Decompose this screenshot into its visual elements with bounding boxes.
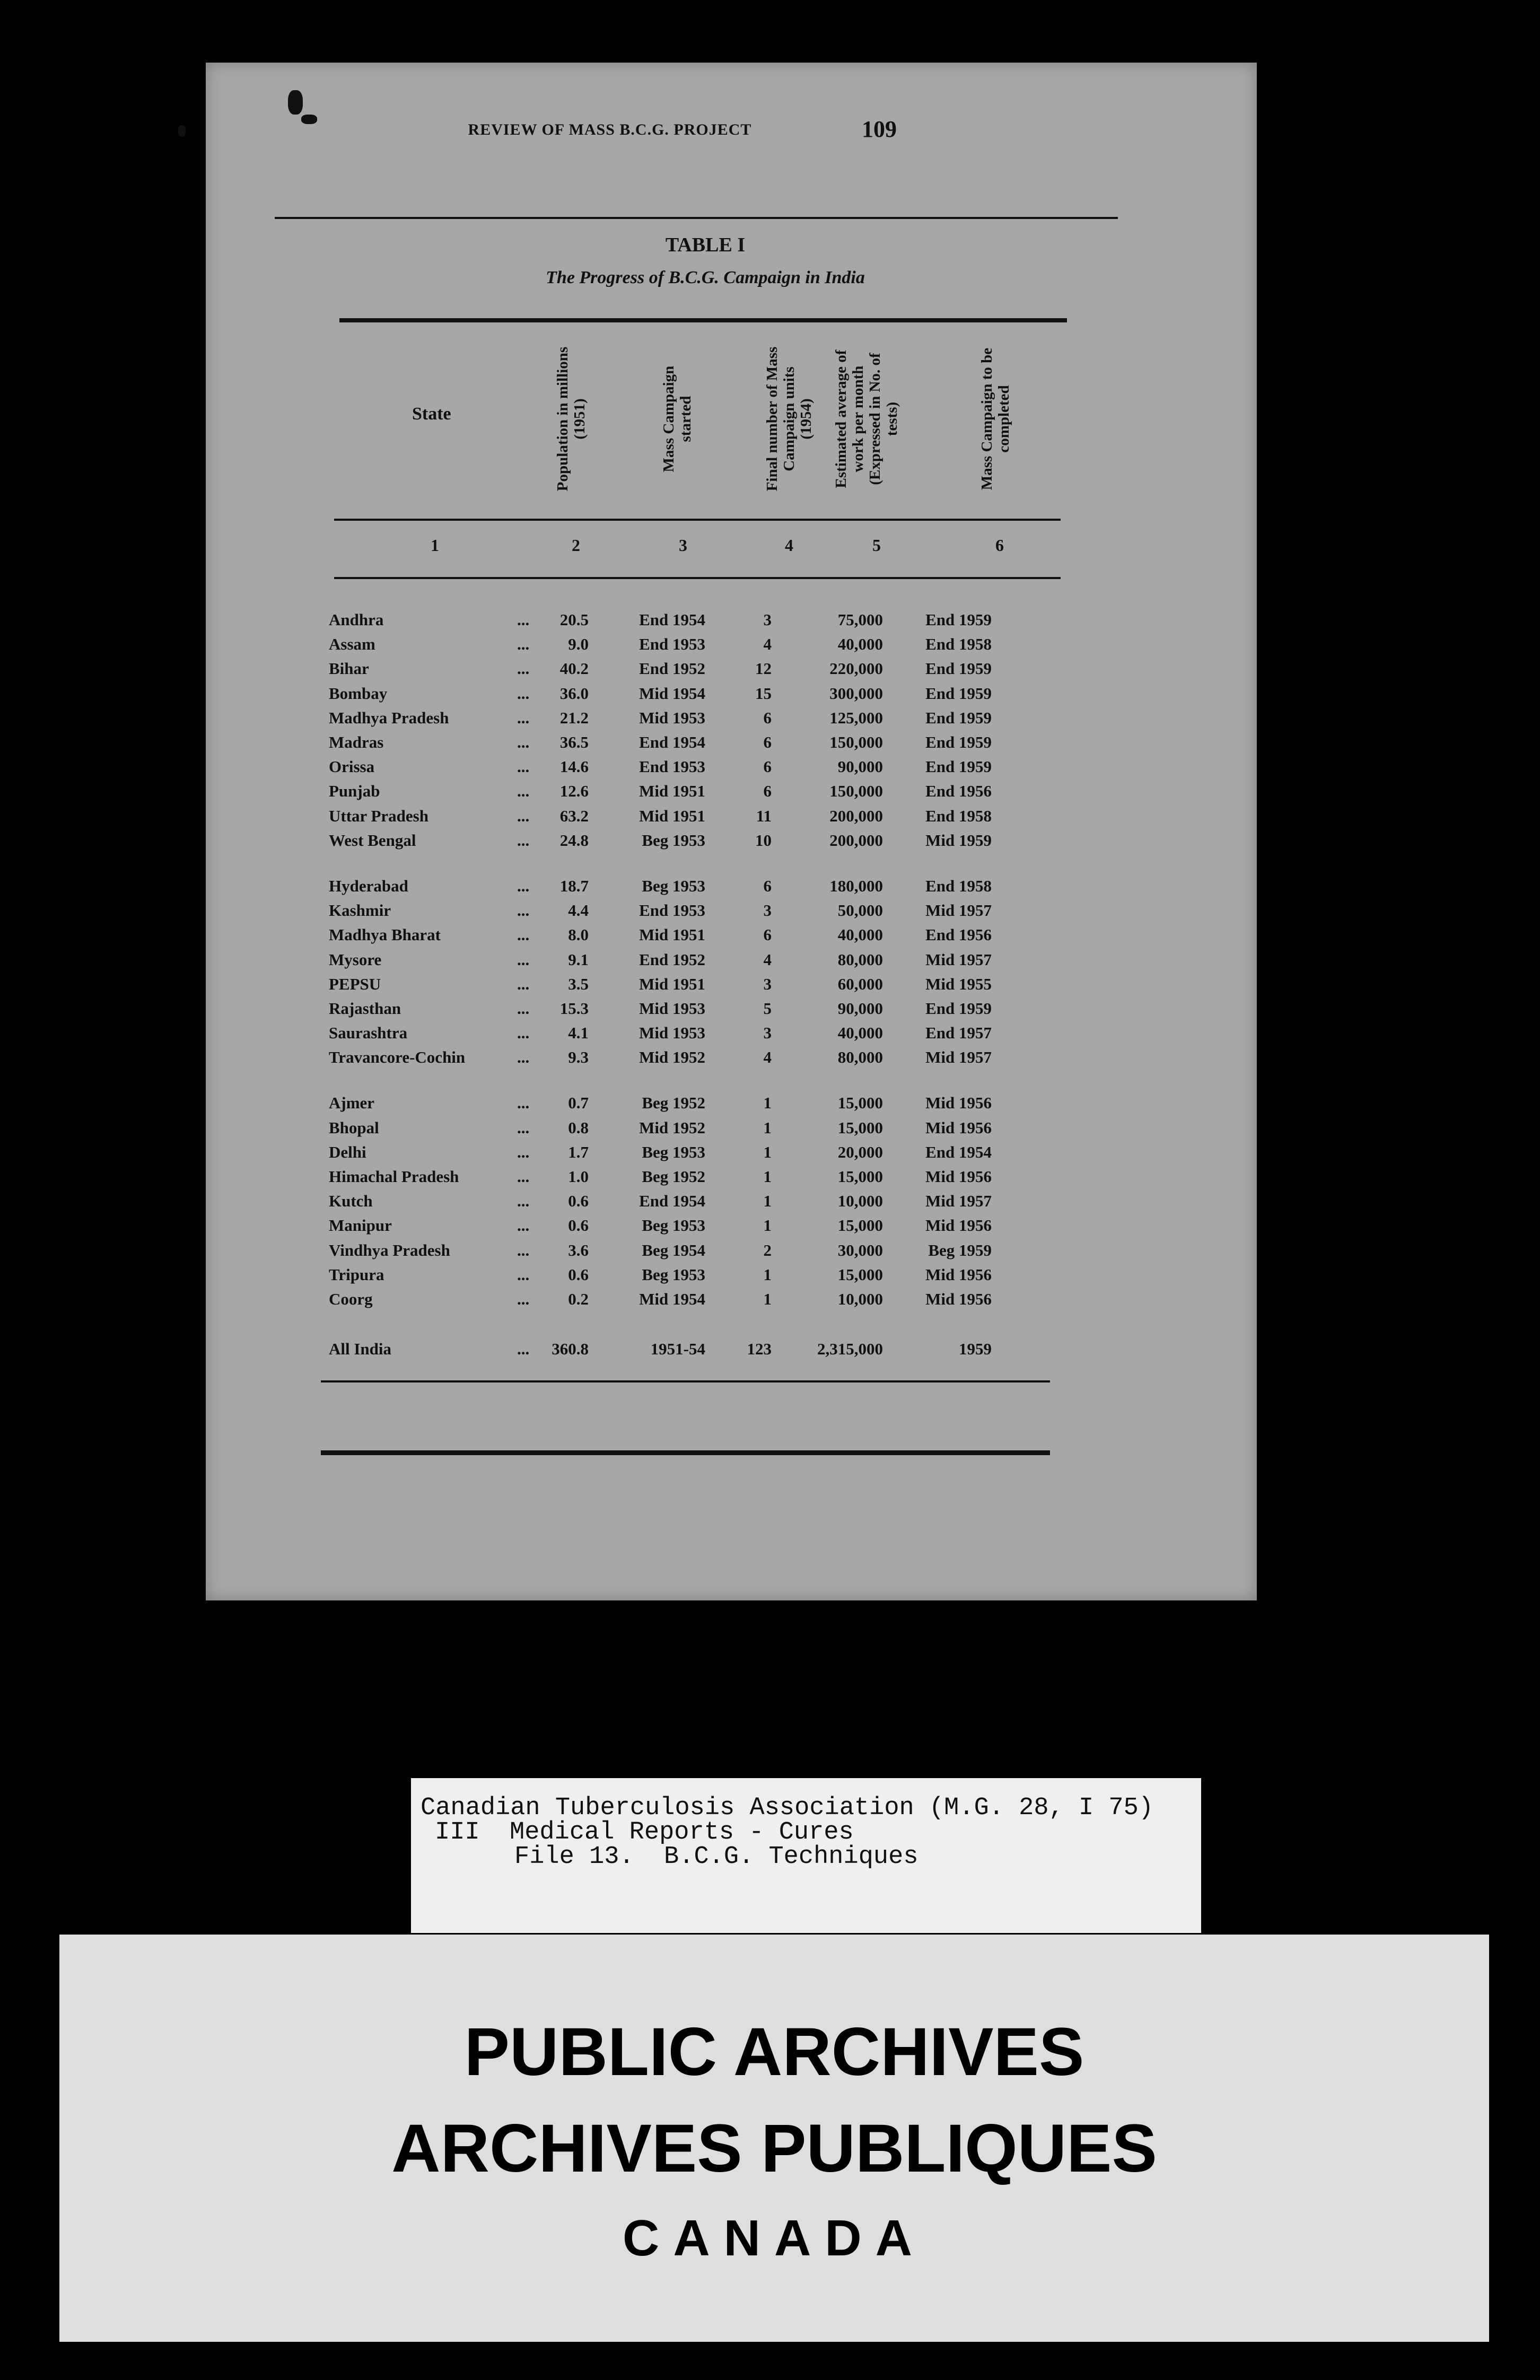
work-per-month-cell: 15,000 — [837, 1093, 883, 1113]
page-number: 109 — [862, 116, 897, 142]
table-title: TABLE I — [665, 234, 746, 256]
group-spacer-cell — [329, 1070, 992, 1091]
campaign-start-cell: End 1953 — [639, 757, 705, 776]
completion-cell: Mid 1957 — [925, 901, 992, 920]
units-cell: 6 — [763, 925, 772, 944]
leader-dots: ... — [517, 782, 530, 801]
column-number: 6 — [995, 536, 1004, 555]
population-cell: 0.7 — [568, 1093, 589, 1113]
state-cell: Himachal Pradesh — [329, 1167, 459, 1186]
campaign-start-cell: Mid 1952 — [639, 1118, 705, 1137]
leader-dots: ... — [517, 684, 530, 703]
units-cell: 1 — [763, 1093, 772, 1113]
population-cell: 14.6 — [559, 757, 589, 776]
leader-dots: ... — [517, 830, 530, 850]
population-cell: 3.5 — [568, 974, 589, 993]
table-row — [329, 828, 992, 853]
table-row — [329, 804, 992, 828]
table-row — [329, 706, 992, 730]
completion-cell: End 1959 — [925, 659, 992, 678]
population-cell: 15.3 — [559, 999, 589, 1018]
group-spacer — [329, 1311, 992, 1333]
units-cell: 2 — [763, 1240, 772, 1259]
state-cell: Vindhya Pradesh — [329, 1240, 450, 1259]
table-row — [329, 730, 992, 755]
table-row — [329, 779, 992, 803]
campaign-start-cell: End 1952 — [639, 950, 705, 969]
campaign-start-cell: Mid 1951 — [639, 806, 705, 825]
campaign-start-cell: Mid 1952 — [639, 1048, 705, 1067]
leader-dots: ... — [517, 1093, 530, 1113]
archives-title-fr: ARCHIVES PUBLIQUES — [391, 2111, 1157, 2186]
completion-cell: Mid 1955 — [925, 974, 992, 993]
population-cell: 9.3 — [568, 1048, 589, 1067]
table-row — [329, 898, 992, 923]
table-row — [329, 947, 992, 972]
leader-dots: ... — [517, 1216, 530, 1235]
units-cell: 1 — [763, 1192, 772, 1211]
state-cell: Bombay — [329, 684, 388, 703]
work-per-month-cell: 40,000 — [837, 925, 883, 944]
campaign-start-cell: Mid 1954 — [639, 1289, 705, 1308]
state-cell: Bhopal — [329, 1118, 379, 1137]
header-completed: Mass Campaign to be completed — [978, 347, 1012, 491]
campaign-start-cell: Mid 1953 — [639, 999, 705, 1018]
leader-dots: ... — [517, 635, 530, 654]
state-cell: Orissa — [329, 757, 375, 776]
table-row — [329, 1213, 992, 1238]
campaign-start-cell: End 1954 — [639, 733, 705, 752]
head-rule — [275, 217, 1118, 219]
completion-cell: End 1958 — [925, 876, 992, 895]
units-cell: 1 — [763, 1167, 772, 1186]
state-cell: West Bengal — [329, 830, 416, 850]
population-cell: 0.8 — [568, 1118, 589, 1137]
table-row — [329, 1140, 992, 1165]
column-number: 2 — [572, 536, 580, 555]
state-cell: Madras — [329, 733, 384, 752]
campaign-start-cell: End 1954 — [639, 1192, 705, 1211]
column-number: 1 — [431, 536, 439, 555]
population-cell: 0.6 — [568, 1192, 589, 1211]
label-line: Canadian Tuberculosis Association (M.G. 28, I 75) — [421, 1794, 1154, 1822]
table-row — [329, 1091, 992, 1115]
work-per-month-cell: 150,000 — [829, 733, 883, 752]
population-cell: 63.2 — [559, 806, 589, 825]
leader-dots: ... — [517, 1240, 530, 1259]
campaign-start-cell: Beg 1953 — [642, 1142, 705, 1161]
units-cell: 5 — [763, 999, 772, 1018]
work-per-month-cell: 60,000 — [837, 974, 883, 993]
completion-cell: Mid 1956 — [925, 1216, 992, 1235]
state-cell: Rajasthan — [329, 999, 401, 1018]
table-row — [329, 1045, 992, 1070]
group-spacer — [329, 1070, 992, 1091]
units-cell: 3 — [763, 1023, 772, 1043]
leader-dots: ... — [517, 1023, 530, 1043]
table-row — [329, 681, 992, 706]
completion-cell: End 1959 — [925, 610, 992, 629]
table-row — [329, 996, 992, 1021]
work-per-month-cell: 300,000 — [829, 684, 883, 703]
leader-dots: ... — [517, 757, 530, 776]
page-mark — [288, 90, 303, 115]
header-population: Population in millions (1951) — [554, 346, 588, 492]
completion-cell: Beg 1959 — [928, 1240, 992, 1259]
leader-dots: ... — [517, 806, 530, 825]
table-row — [329, 874, 992, 898]
work-per-month-cell: 150,000 — [829, 782, 883, 801]
campaign-start-cell: End 1952 — [639, 659, 705, 678]
campaign-start-cell: Beg 1953 — [642, 830, 705, 850]
completion-cell: End 1956 — [925, 782, 992, 801]
table-row — [329, 1238, 992, 1263]
units-cell: 6 — [763, 757, 772, 776]
leader-dots: ... — [517, 1142, 530, 1161]
campaign-start-cell: Mid 1951 — [639, 925, 705, 944]
completion-cell: Mid 1959 — [925, 830, 992, 850]
page-mark — [301, 115, 317, 124]
leader-dots: ... — [517, 999, 530, 1018]
campaign-start-cell: Beg 1952 — [642, 1167, 705, 1186]
completion-cell: Mid 1956 — [925, 1093, 992, 1113]
units-cell: 4 — [763, 635, 772, 654]
work-per-month-cell: 30,000 — [837, 1240, 883, 1259]
work-per-month-cell: 40,000 — [837, 635, 883, 654]
table-top-rule — [339, 318, 1067, 322]
population-cell: 1.0 — [568, 1167, 589, 1186]
table-row — [329, 1021, 992, 1045]
header-campaign-started: Mass Campaign started — [660, 365, 694, 472]
completion-cell: 1959 — [959, 1340, 992, 1359]
work-per-month-cell: 15,000 — [837, 1167, 883, 1186]
work-per-month-cell: 80,000 — [837, 1048, 883, 1067]
state-cell: Bihar — [329, 659, 369, 678]
work-per-month-cell: 2,315,000 — [817, 1340, 883, 1359]
leader-dots: ... — [517, 1340, 530, 1359]
table-row — [329, 755, 992, 779]
state-cell: Andhra — [329, 610, 384, 629]
work-per-month-cell: 15,000 — [837, 1216, 883, 1235]
state-cell: Tripura — [329, 1265, 384, 1284]
units-cell: 6 — [763, 733, 772, 752]
population-cell: 18.7 — [559, 876, 589, 895]
campaign-start-cell: Beg 1952 — [642, 1093, 705, 1113]
state-cell: Madhya Pradesh — [329, 708, 449, 727]
completion-cell: End 1958 — [925, 806, 992, 825]
campaign-start-cell: Beg 1953 — [642, 1265, 705, 1284]
header-state: State — [412, 404, 451, 424]
work-per-month-cell: 75,000 — [837, 610, 883, 629]
work-per-month-cell: 125,000 — [829, 708, 883, 727]
campaign-start-cell: End 1954 — [639, 610, 705, 629]
population-cell: 0.6 — [568, 1265, 589, 1284]
state-cell: Delhi — [329, 1142, 366, 1161]
work-per-month-cell: 200,000 — [829, 806, 883, 825]
population-cell: 24.8 — [559, 830, 589, 850]
leader-dots: ... — [517, 659, 530, 678]
completion-cell: Mid 1956 — [925, 1118, 992, 1137]
work-per-month-cell: 80,000 — [837, 950, 883, 969]
page-mark — [178, 125, 186, 137]
population-cell: 4.4 — [568, 901, 589, 920]
header-rule — [334, 519, 1061, 521]
population-cell: 4.1 — [568, 1023, 589, 1043]
state-cell: Punjab — [329, 782, 380, 801]
units-cell: 1 — [763, 1118, 772, 1137]
group-spacer-cell — [329, 1311, 992, 1333]
units-cell: 12 — [755, 659, 772, 678]
population-cell: 9.0 — [568, 635, 589, 654]
column-number: 3 — [679, 536, 687, 555]
completion-cell: End 1958 — [925, 635, 992, 654]
units-cell: 11 — [756, 806, 772, 825]
population-cell: 20.5 — [559, 610, 589, 629]
state-cell: Kutch — [329, 1192, 373, 1211]
state-cell: Saurashtra — [329, 1023, 408, 1043]
completion-cell: Mid 1956 — [925, 1265, 992, 1284]
campaign-start-cell: Beg 1954 — [642, 1240, 705, 1259]
units-cell: 1 — [763, 1216, 772, 1235]
leader-dots: ... — [517, 876, 530, 895]
units-cell: 3 — [763, 610, 772, 629]
state-cell: Assam — [329, 635, 375, 654]
leader-dots: ... — [517, 901, 530, 920]
completion-cell: Mid 1957 — [925, 950, 992, 969]
leader-dots: ... — [517, 610, 530, 629]
completion-cell: Mid 1957 — [925, 1048, 992, 1067]
table-row — [329, 1165, 992, 1189]
column-number: 5 — [872, 536, 881, 555]
total-row — [329, 1333, 992, 1361]
units-cell: 1 — [763, 1289, 772, 1308]
completion-cell: End 1956 — [925, 925, 992, 944]
units-cell: 3 — [763, 974, 772, 993]
table-bottom-rule — [321, 1450, 1050, 1455]
leader-dots: ... — [517, 733, 530, 752]
table-row — [329, 923, 992, 947]
completion-cell: End 1959 — [925, 708, 992, 727]
population-cell: 9.1 — [568, 950, 589, 969]
work-per-month-cell: 10,000 — [837, 1192, 883, 1211]
units-cell: 4 — [763, 1048, 772, 1067]
work-per-month-cell: 40,000 — [837, 1023, 883, 1043]
public-archives-card — [59, 1935, 1489, 2342]
group-spacer — [329, 853, 992, 874]
state-cell: Ajmer — [329, 1093, 375, 1113]
completion-cell: End 1959 — [925, 999, 992, 1018]
population-cell: 360.8 — [552, 1340, 589, 1359]
table-row — [329, 1189, 992, 1213]
table-row — [329, 1263, 992, 1287]
campaign-start-cell: 1951-54 — [650, 1340, 705, 1359]
table-row — [329, 972, 992, 996]
population-cell: 36.0 — [559, 684, 589, 703]
campaign-start-cell: Beg 1953 — [642, 1216, 705, 1235]
work-per-month-cell: 15,000 — [837, 1118, 883, 1137]
state-cell: Madhya Bharat — [329, 925, 441, 944]
campaign-start-cell: Beg 1953 — [642, 876, 705, 895]
leader-dots: ... — [517, 1167, 530, 1186]
population-cell: 36.5 — [559, 733, 589, 752]
work-per-month-cell: 180,000 — [829, 876, 883, 895]
leader-dots: ... — [517, 1118, 530, 1137]
units-cell: 4 — [763, 950, 772, 969]
header-units: Final number of Mass Campaign units (1954) — [764, 346, 815, 492]
units-cell: 3 — [763, 901, 772, 920]
campaign-start-cell: Mid 1951 — [639, 782, 705, 801]
population-cell: 0.6 — [568, 1216, 589, 1235]
table-row — [329, 657, 992, 681]
work-per-month-cell: 90,000 — [837, 757, 883, 776]
group-spacer-cell — [329, 853, 992, 874]
units-cell: 10 — [755, 830, 772, 850]
campaign-start-cell: Mid 1954 — [639, 684, 705, 703]
campaign-start-cell: End 1953 — [639, 901, 705, 920]
state-cell: Mysore — [329, 950, 382, 969]
units-cell: 1 — [763, 1142, 772, 1161]
total-rule — [321, 1380, 1050, 1382]
state-cell: Travancore-Cochin — [329, 1048, 466, 1067]
work-per-month-cell: 200,000 — [829, 830, 883, 850]
column-number-rule — [334, 577, 1061, 579]
table-row — [329, 608, 992, 632]
units-cell: 6 — [763, 782, 772, 801]
work-per-month-cell: 220,000 — [829, 659, 883, 678]
archives-title-en: PUBLIC ARCHIVES — [464, 2014, 1084, 2090]
units-cell: 6 — [763, 708, 772, 727]
population-cell: 40.2 — [559, 659, 589, 678]
work-per-month-cell: 10,000 — [837, 1289, 883, 1308]
leader-dots: ... — [517, 950, 530, 969]
table-row — [329, 1287, 992, 1311]
completion-cell: Mid 1957 — [925, 1192, 992, 1211]
state-cell: Hyderabad — [329, 876, 408, 895]
work-per-month-cell: 15,000 — [837, 1265, 883, 1284]
work-per-month-cell: 20,000 — [837, 1142, 883, 1161]
state-cell: PEPSU — [329, 974, 381, 993]
state-cell: Uttar Pradesh — [329, 806, 428, 825]
work-per-month-cell: 50,000 — [837, 901, 883, 920]
units-cell: 123 — [747, 1340, 772, 1359]
leader-dots: ... — [517, 1048, 530, 1067]
campaign-start-cell: Mid 1953 — [639, 1023, 705, 1043]
leader-dots: ... — [517, 925, 530, 944]
bcg-progress-table — [329, 608, 992, 1361]
completion-cell: End 1959 — [925, 757, 992, 776]
label-line: III Medical Reports - Cures — [435, 1818, 854, 1847]
state-cell: All India — [329, 1340, 392, 1359]
leader-dots: ... — [517, 1289, 530, 1308]
label-line: File 13. B.C.G. Techniques — [514, 1843, 918, 1871]
completion-cell: End 1959 — [925, 684, 992, 703]
archive-label-card — [411, 1778, 1201, 1933]
campaign-start-cell: Mid 1953 — [639, 708, 705, 727]
work-per-month-cell: 90,000 — [837, 999, 883, 1018]
table-row — [329, 632, 992, 657]
units-cell: 1 — [763, 1265, 772, 1284]
population-cell: 0.2 — [568, 1289, 589, 1308]
running-head: REVIEW OF MASS B.C.G. PROJECT — [468, 121, 752, 138]
population-cell: 1.7 — [568, 1142, 589, 1161]
leader-dots: ... — [517, 708, 530, 727]
units-cell: 15 — [755, 684, 772, 703]
leader-dots: ... — [517, 1265, 530, 1284]
table-subtitle: The Progress of B.C.G. Campaign in India — [546, 268, 865, 287]
state-cell: Kashmir — [329, 901, 391, 920]
column-number: 4 — [785, 536, 793, 555]
header-work: Estimated average of work per month (Expressed in No. of tests) — [833, 349, 900, 488]
population-cell: 8.0 — [568, 925, 589, 944]
archives-country: CANADA — [623, 2210, 926, 2267]
table-row — [329, 1116, 992, 1140]
leader-dots: ... — [517, 974, 530, 993]
state-cell: Coorg — [329, 1289, 373, 1308]
campaign-start-cell: Mid 1951 — [639, 974, 705, 993]
population-cell: 21.2 — [559, 708, 589, 727]
units-cell: 6 — [763, 876, 772, 895]
completion-cell: Mid 1956 — [925, 1289, 992, 1308]
completion-cell: End 1957 — [925, 1023, 992, 1043]
completion-cell: End 1959 — [925, 733, 992, 752]
population-cell: 3.6 — [568, 1240, 589, 1259]
completion-cell: End 1954 — [925, 1142, 992, 1161]
completion-cell: Mid 1956 — [925, 1167, 992, 1186]
leader-dots: ... — [517, 1192, 530, 1211]
campaign-start-cell: End 1953 — [639, 635, 705, 654]
population-cell: 12.6 — [559, 782, 589, 801]
state-cell: Manipur — [329, 1216, 392, 1235]
